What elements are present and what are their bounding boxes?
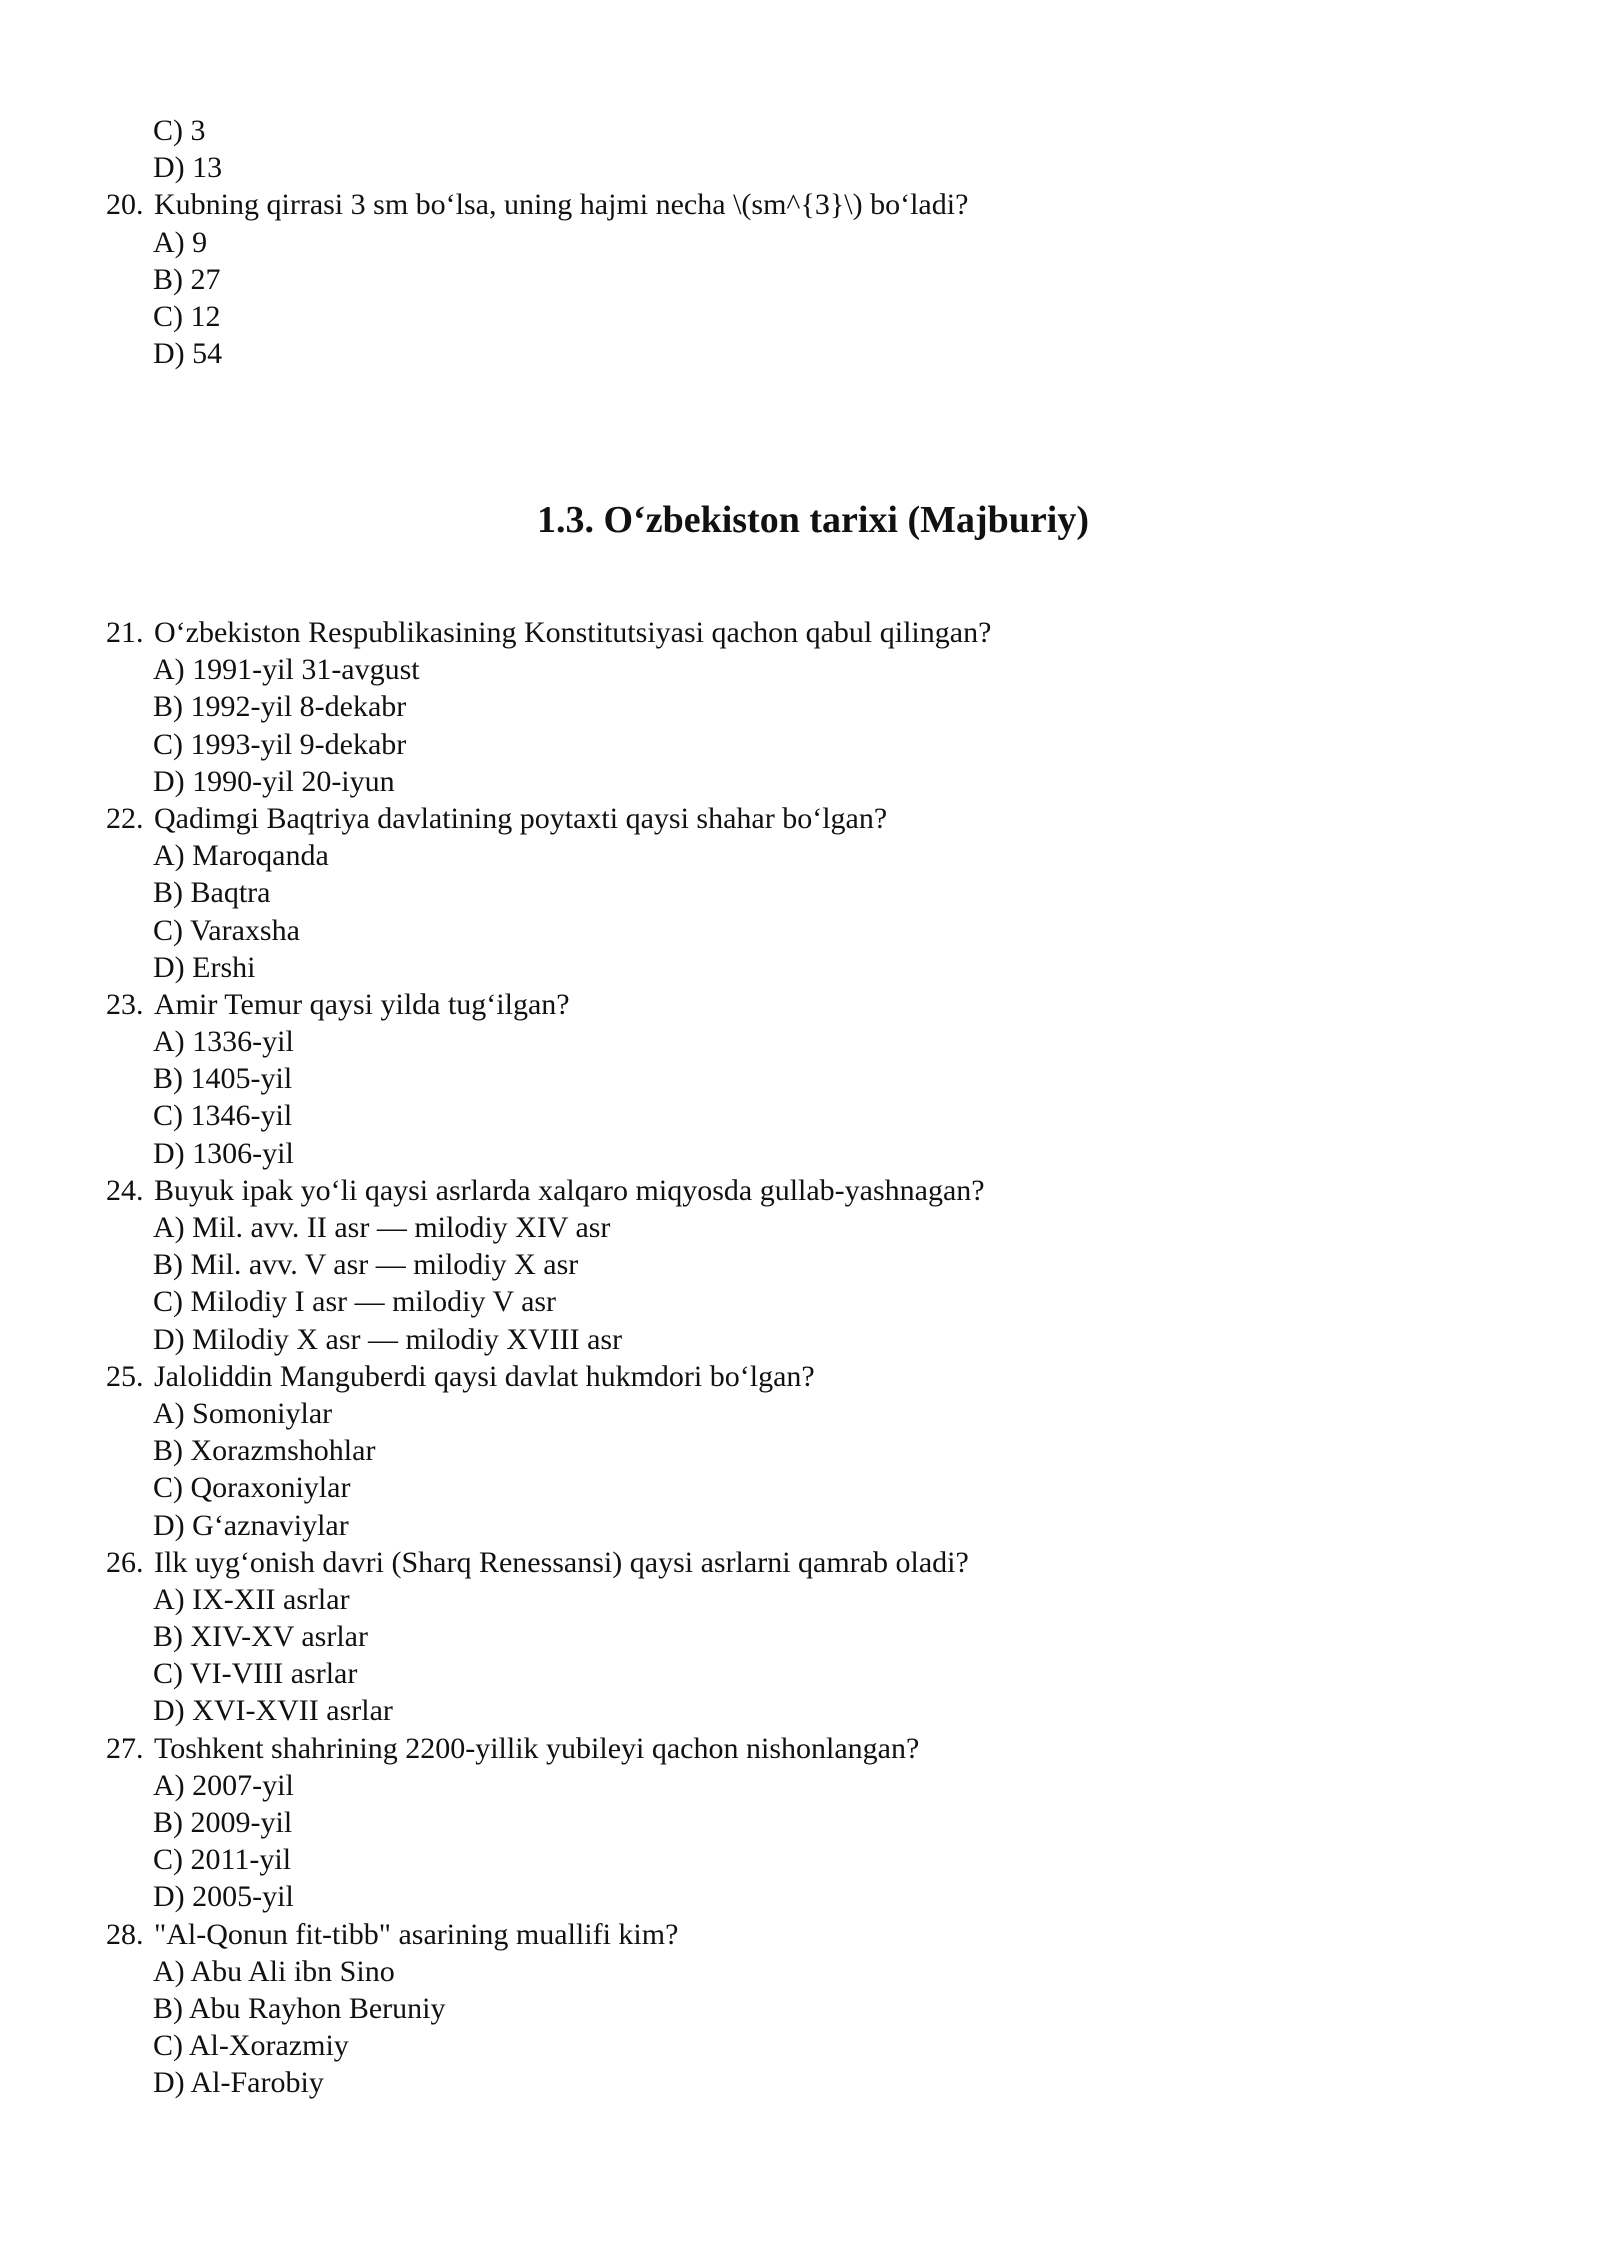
question-number: 27. [106,1731,144,1765]
question-number: 25. [106,1359,144,1393]
section-heading: 1.3. O‘zbekiston tarixi (Majburiy) [536,499,1089,541]
answer-option: B) Baqtra [153,876,271,910]
answer-option: D) G‘aznaviylar [153,1508,349,1542]
question-item [0,1544,1600,1581]
answer-option: B) 1992-yil 8-dekabr [153,690,407,724]
question-number: 22. [106,801,144,835]
answer-option: B) XIV-XV asrlar [153,1620,368,1654]
question-item [0,614,1600,651]
answer-option: A) Somoniylar [153,1396,333,1430]
question-text: Ilk uyg‘onish davri (Sharq Renessansi) qaysi asrlarni qamrab oladi? [154,1545,969,1579]
question-item [0,800,1600,837]
question-number: 28. [106,1917,144,1951]
question-number: 21. [106,616,144,649]
answer-option: A) 1336-yil [153,1025,294,1059]
question-number: 24. [106,1173,144,1207]
answer-option: C) 12 [153,299,221,333]
question-item [0,1730,1600,1767]
answer-option: A) Abu Ali ibn Sino [153,1954,395,1988]
question-text: Buyuk ipak yo‘li qaysi asrlarda xalqaro miqyosda gullab-yashnagan? [154,1173,985,1207]
answer-option: B) Mil. avv. V asr — milodiy X asr [153,1248,579,1282]
answer-option: A) 9 [153,225,208,259]
question-text: O‘zbekiston Respublikasining Konstitutsiyasi qachon qabul qilingan? [154,616,992,649]
question-text: Amir Temur qaysi yilda tug‘ilgan? [154,987,570,1021]
answer-option: C) Qoraxoniylar [153,1471,351,1505]
question-text: Toshkent shahrining 2200-yillik yubileyi qachon nishonlangan? [154,1731,920,1765]
answer-option: C) 1993-yil 9-dekabr [153,727,407,761]
answer-option: C) 2011-yil [153,1843,292,1877]
answer-option: D) Milodiy X asr — milodiy XVIII asr [153,1322,623,1356]
answer-option: D) 13 [153,151,223,185]
answer-option: D) 2005-yil [153,1880,294,1914]
question-number: 20. [106,188,144,222]
answer-option: D) XVI-XVII asrlar [153,1694,393,1728]
answer-option: B) 27 [153,262,221,296]
answer-option: C) Al-Xorazmiy [153,2029,349,2063]
question-number: 26. [106,1545,144,1579]
answer-option: C) Milodiy I asr — milodiy V asr [153,1285,557,1319]
question-list-main [0,614,1600,2102]
answer-option: B) Xorazmshohlar [153,1434,376,1468]
question-text: "Al-Qonun fit-tibb" asarining muallifi kim? [154,1917,679,1951]
answer-option: B) 2009-yil [153,1806,293,1839]
question-text: Qadimgi Baqtriya davlatining poytaxti qaysi shahar bo‘lgan? [154,801,888,835]
question-item [0,1358,1600,1395]
question-text: Kubning qirrasi 3 sm bo‘lsa, uning hajmi necha \(sm^{3}\) bo‘ladi? [154,188,969,222]
answer-option: C) 3 [153,114,206,147]
question-item [0,1172,1600,1209]
answer-option: A) Maroqanda [153,839,329,873]
answer-option: A) 2007-yil [153,1768,294,1802]
question-item [0,1916,1600,1953]
question-item [0,986,1600,1023]
answer-option: D) 54 [153,337,223,371]
answer-option: A) 1991-yil 31-avgust [153,653,420,687]
answer-option: D) 1990-yil 20-iyun [153,764,395,798]
answer-option: B) Abu Rayhon Beruniy [153,1991,446,2025]
answer-option: C) 1346-yil [153,1099,293,1133]
answer-option: D) Al-Farobiy [153,2066,324,2100]
answer-option: D) Ershi [153,950,256,984]
question-number: 23. [106,987,144,1021]
answer-option: A) IX-XII asrlar [153,1582,350,1616]
question-text: Jaloliddin Manguberdi qaysi davlat hukmdori bo‘lgan? [154,1359,815,1393]
question-item [0,186,1600,223]
answer-option: C) Varaxsha [153,913,300,947]
answer-option: A) Mil. avv. II asr — milodiy XIV asr [153,1211,611,1244]
answer-option: D) 1306-yil [153,1136,294,1170]
answer-option: B) 1405-yil [153,1062,293,1096]
answer-option: C) VI-VIII asrlar [153,1657,358,1691]
question-list-top [0,112,1600,372]
